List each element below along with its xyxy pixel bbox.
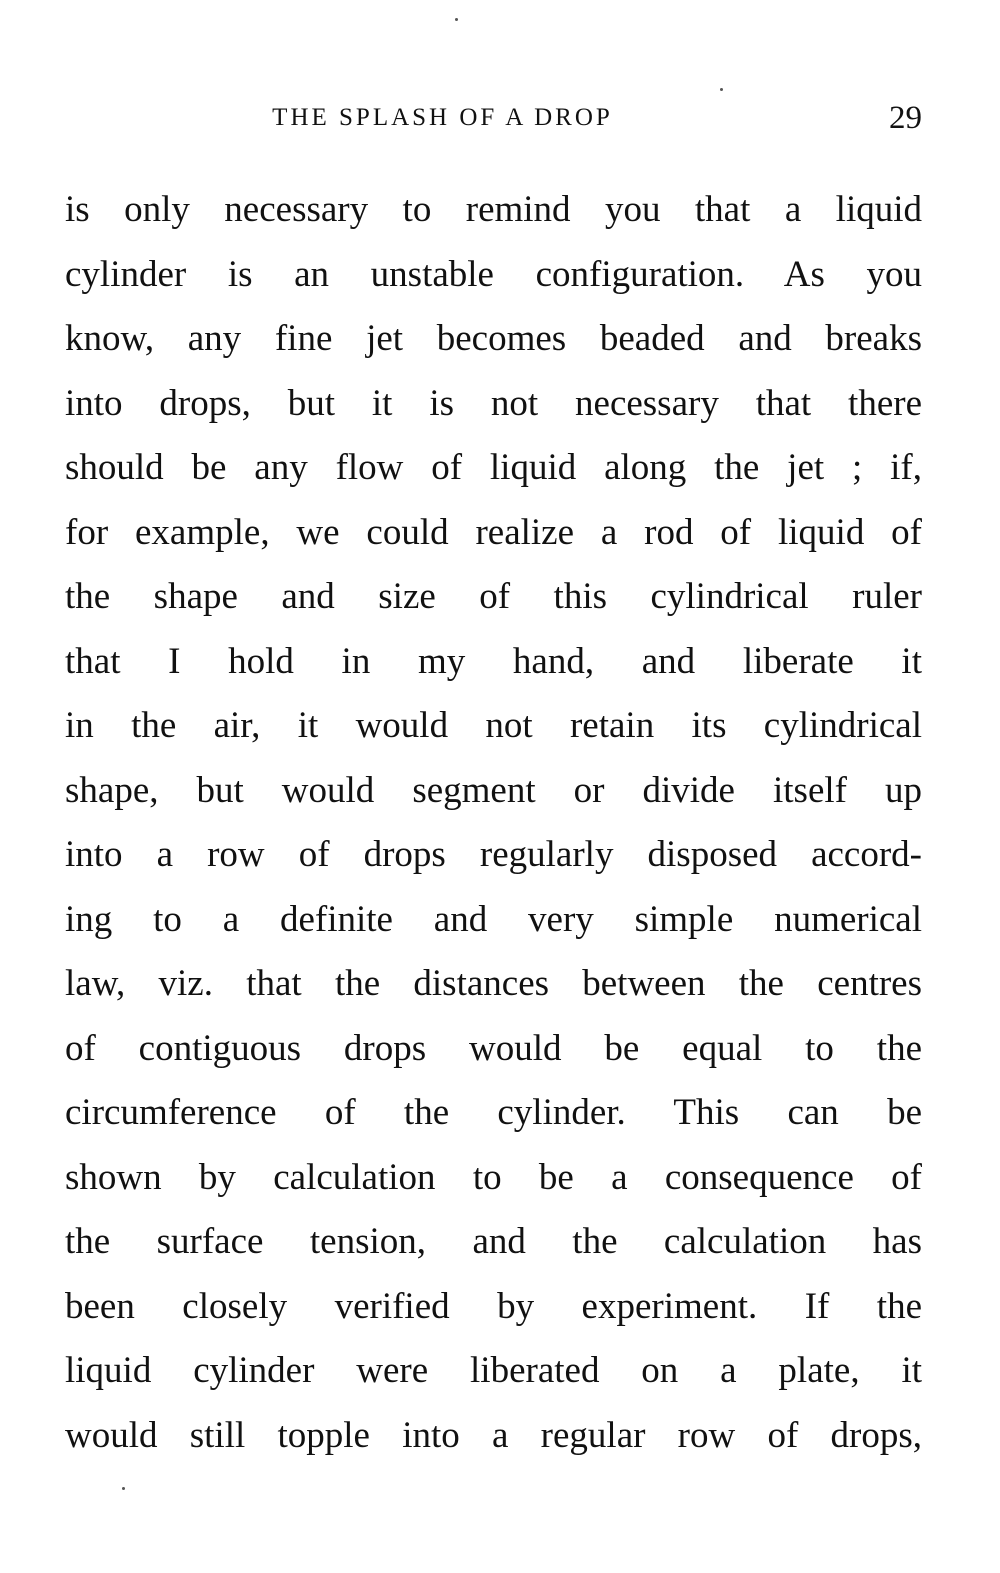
print-speck bbox=[720, 88, 723, 91]
text-line: into a row of drops regularly disposed accord- bbox=[65, 834, 922, 875]
text-line: ing to a definite and very simple numerical bbox=[65, 898, 922, 940]
text-line: shape, but would segment or divide itself up bbox=[65, 769, 922, 811]
text-line: liquid cylinder were liberated on a plate, it bbox=[65, 1350, 922, 1391]
text-line: into drops, but it is not necessary that there bbox=[65, 382, 922, 424]
page-number: 29 bbox=[889, 100, 922, 136]
running-head bbox=[65, 98, 922, 138]
text-line: is only necessary to remind you that a liquid bbox=[65, 189, 922, 230]
text-line: cylinder is an unstable configuration. As you bbox=[65, 253, 922, 295]
text-line: should be any flow of liquid along the jet ; if, bbox=[65, 447, 922, 488]
text-line: circumference of the cylinder. This can be bbox=[65, 1092, 922, 1133]
print-speck bbox=[122, 1487, 125, 1490]
text-line: the surface tension, and the calculation has bbox=[65, 1221, 922, 1262]
text-line: in the air, it would not retain its cylindrical bbox=[65, 705, 922, 746]
text-line: of contiguous drops would be equal to the bbox=[65, 1027, 922, 1069]
text-line: been closely verified by experiment. If the bbox=[65, 1285, 922, 1327]
text-line: for example, we could realize a rod of liquid of bbox=[65, 511, 922, 553]
text-line: the shape and size of this cylindrical ruler bbox=[65, 576, 922, 617]
text-line: shown by calculation to be a consequence of bbox=[65, 1156, 922, 1198]
body-text bbox=[65, 178, 922, 1468]
running-title: THE SPLASH OF A DROP bbox=[272, 104, 613, 131]
text-line: know, any fine jet becomes beaded and breaks bbox=[65, 318, 922, 359]
text-line: that I hold in my hand, and liberate it bbox=[65, 640, 922, 682]
text-line: law, viz. that the distances between the centres bbox=[65, 963, 922, 1004]
text-line: would still topple into a regular row of drops, bbox=[65, 1414, 922, 1456]
print-speck bbox=[455, 18, 458, 21]
